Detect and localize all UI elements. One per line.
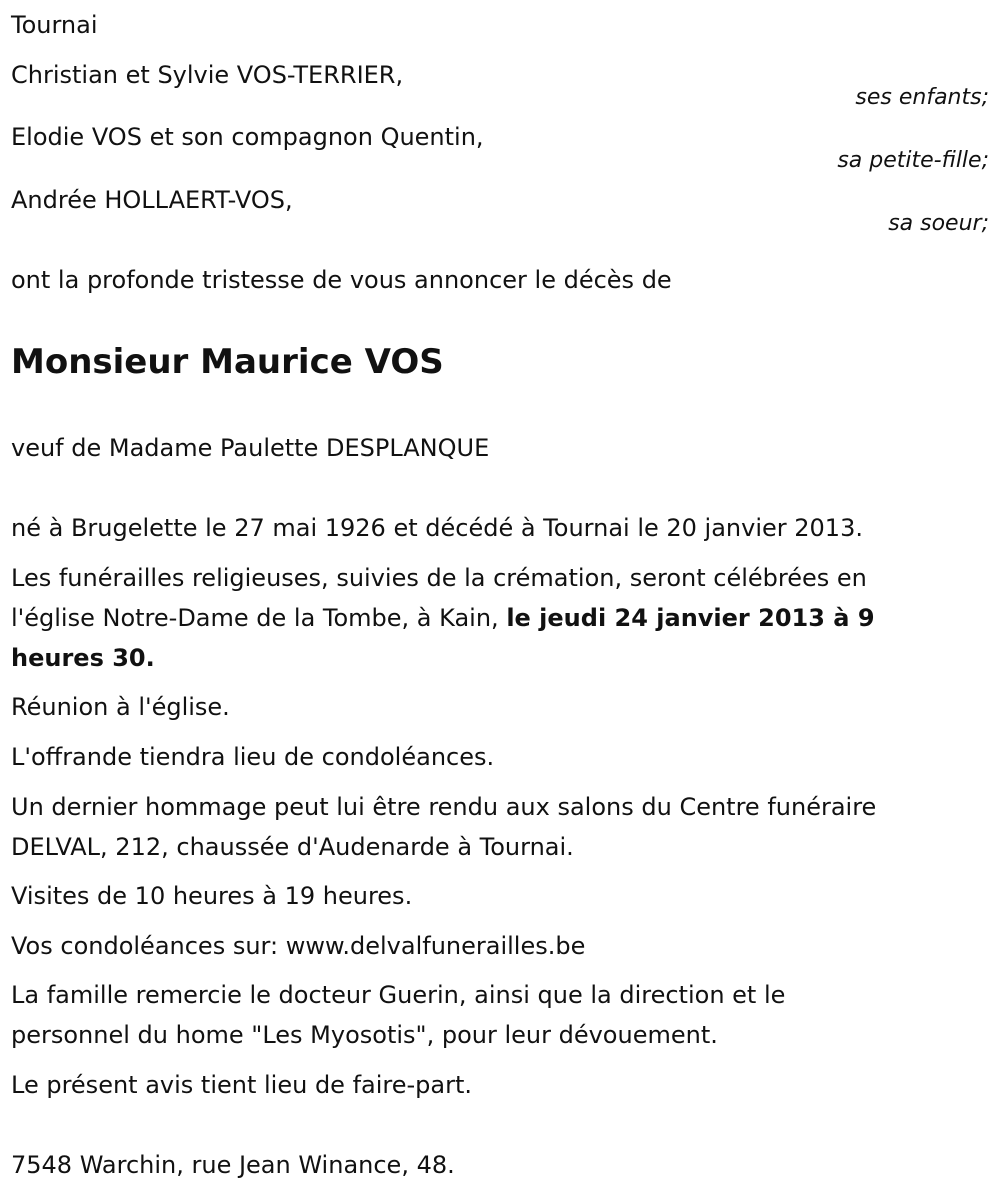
funeral-date-text: le jeudi 24 janvier 2013 à 9 (506, 604, 875, 632)
funeral-line-1: Les funérailles religieuses, suivies de la crémation, seront célébrées en (11, 564, 867, 592)
deceased-name: Monsieur Maurice VOS (11, 342, 444, 382)
family-member-granddaughter: Elodie VOS et son compagnon Quentin, (11, 123, 484, 151)
meeting-text: Réunion à l'église. (11, 693, 230, 721)
family-member-children: Christian et Sylvie VOS-TERRIER, (11, 61, 404, 89)
tribute-line-2: DELVAL, 212, chaussée d'Audenarde à Tournai. (11, 833, 574, 861)
tribute-line-1: Un dernier hommage peut lui être rendu aux salons du Centre funéraire (11, 793, 877, 821)
family-member-sister: Andrée HOLLAERT-VOS, (11, 186, 293, 214)
notice-text: Le présent avis tient lieu de faire-part. (11, 1071, 473, 1099)
funeral-church-text: l'église Notre-Dame de la Tombe, à Kain, (11, 604, 507, 632)
relation-sister: sa soeur; (888, 211, 989, 236)
thanks-line-2: personnel du home "Les Myosotis", pour leur dévouement. (11, 1021, 718, 1049)
funeral-time-text: heures 30. (11, 644, 155, 672)
announcement-text: ont la profonde tristesse de vous annoncer le décès de (11, 266, 672, 294)
address-text: 7548 Warchin, rue Jean Winance, 48. (11, 1151, 455, 1179)
widower-text: veuf de Madame Paulette DESPLANQUE (11, 434, 490, 462)
location-text: Tournai (11, 11, 98, 39)
birth-death-text: né à Brugelette le 27 mai 1926 et décédé à Tournai le 20 janvier 2013. (11, 514, 863, 542)
condolences-text: Vos condoléances sur: www.delvalfunerailles.be (11, 932, 586, 960)
funeral-line-2 (11, 598, 875, 638)
relation-granddaughter: sa petite-fille; (837, 148, 989, 173)
visits-text: Visites de 10 heures à 19 heures. (11, 882, 413, 910)
relation-children: ses enfants; (855, 85, 989, 110)
thanks-line-1: La famille remercie le docteur Guerin, ainsi que la direction et le (11, 981, 786, 1009)
offering-text: L'offrande tiendra lieu de condoléances. (11, 743, 495, 771)
